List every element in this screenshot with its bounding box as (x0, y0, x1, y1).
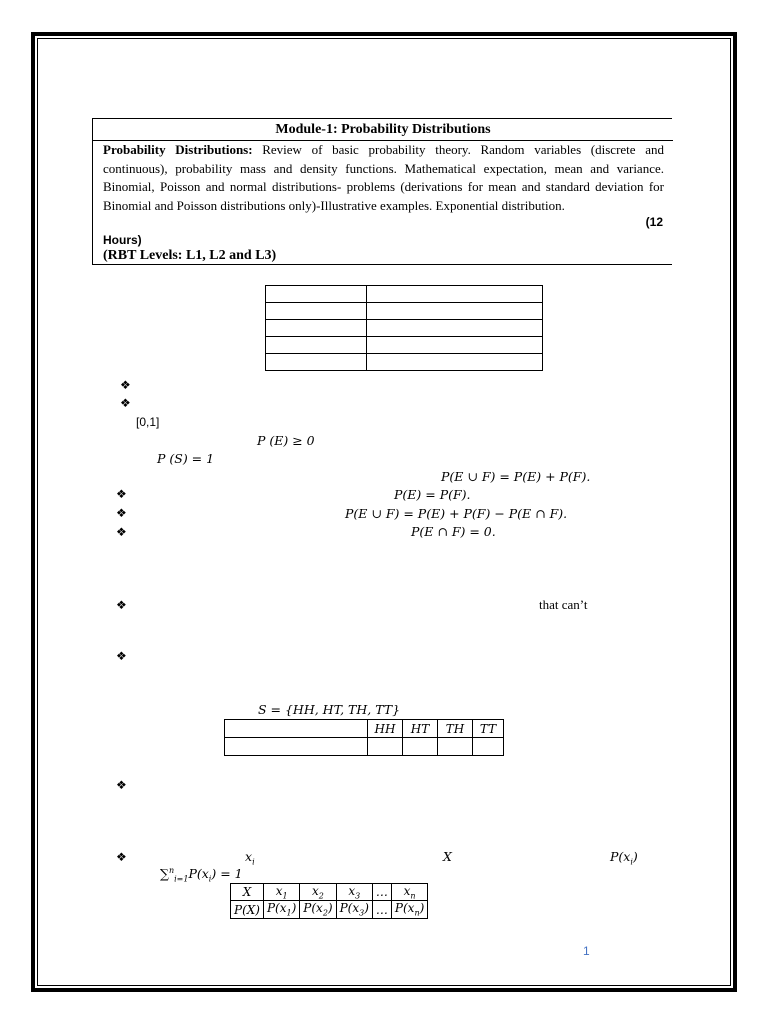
table-row (231, 884, 428, 901)
table-row (225, 720, 504, 738)
table-cell: … (372, 901, 391, 918)
table-cell: $P(x_2)$ (300, 901, 336, 918)
sample-space-formula: P (S) = 1 (157, 451, 215, 466)
table-row (231, 901, 428, 918)
table-row (266, 354, 543, 371)
bullet-icon: ❖ (116, 649, 127, 663)
table-cell: $P(x_1)$ (263, 901, 299, 918)
module-lead: Probability Distributions: (103, 142, 253, 157)
bullet-icon: ❖ (116, 598, 127, 612)
probability-distribution-table (230, 883, 428, 919)
bullet-icon: ❖ (120, 396, 131, 410)
table-cell: $x_2$ (300, 884, 336, 901)
sum-condition-formula: $\sum^n_{i=1}P(x_i) = 1$ (160, 866, 243, 884)
blank-table (265, 285, 543, 371)
table-cell: $x_1$ (263, 884, 299, 901)
table-cell: … (372, 884, 391, 901)
disjoint-union-formula: P(E ∪ F) = P(E) + P(F). (441, 469, 591, 484)
random-variable-symbol: X (443, 849, 452, 864)
table-cell: $x_3$ (336, 884, 372, 901)
table-cell: TT (473, 720, 504, 738)
bullet-icon: ❖ (116, 778, 127, 792)
table-row (266, 286, 543, 303)
module-hours-close: Hours) (103, 233, 142, 247)
module-body: Review of basic probability theory. Random variables (discrete and continuous), probability mass and density functions. Mathematical expectation, mean and variance. Binomial, Poisson and normal distributions- problems (derivations for mean and standard deviation for Binomial and Poisson distributions only)-Illustrative examples. Exponential distribution. (103, 142, 664, 213)
module-box (92, 118, 672, 265)
bullet-icon: ❖ (120, 378, 131, 392)
module-description (103, 141, 664, 215)
table-cell: $P(x_n)$ (391, 901, 427, 918)
page-number: 1 (583, 944, 590, 958)
table-row (266, 303, 543, 320)
table-cell: HH (368, 720, 403, 738)
pxi-symbol: $P(x_i)$ (610, 849, 638, 867)
table-cell: P(X) (231, 901, 264, 918)
table-cell: $P(x_3)$ (336, 901, 372, 918)
bullet-icon: ❖ (116, 506, 127, 520)
general-union-formula: P(E ∪ F) = P(E) + P(F) − P(E ∩ F). (345, 506, 568, 521)
module-title: Module-1: Probability Distributions (275, 122, 491, 137)
table-cell: X (231, 884, 264, 901)
intersection-formula: P(E ∩ F) = 0. (411, 524, 496, 539)
nonnegativity-formula: P (E) ≥ 0 (257, 433, 315, 448)
bullet-icon: ❖ (116, 487, 127, 501)
module-hours-open: (12 (645, 215, 663, 229)
table-row (266, 337, 543, 354)
table-cell: $x_n$ (391, 884, 427, 901)
table-row (225, 738, 504, 756)
table-cell: TH (438, 720, 473, 738)
bullet-icon: ❖ (116, 525, 127, 539)
coin-outcome-table (224, 719, 504, 756)
xi-symbol: $x_i$ (245, 849, 255, 867)
sample-space-set: S = {HH, HT, TH, TT} (258, 702, 401, 717)
table-row (266, 320, 543, 337)
interval-text: [0,1] (136, 415, 160, 429)
table-cell: HT (403, 720, 438, 738)
bullet-icon: ❖ (116, 850, 127, 864)
module-rbt-levels: (RBT Levels: L1, L2 and L3) (103, 248, 277, 263)
equal-probability-formula: P(E) = P(F). (394, 487, 471, 502)
fragment-text: that can’t (539, 597, 588, 612)
